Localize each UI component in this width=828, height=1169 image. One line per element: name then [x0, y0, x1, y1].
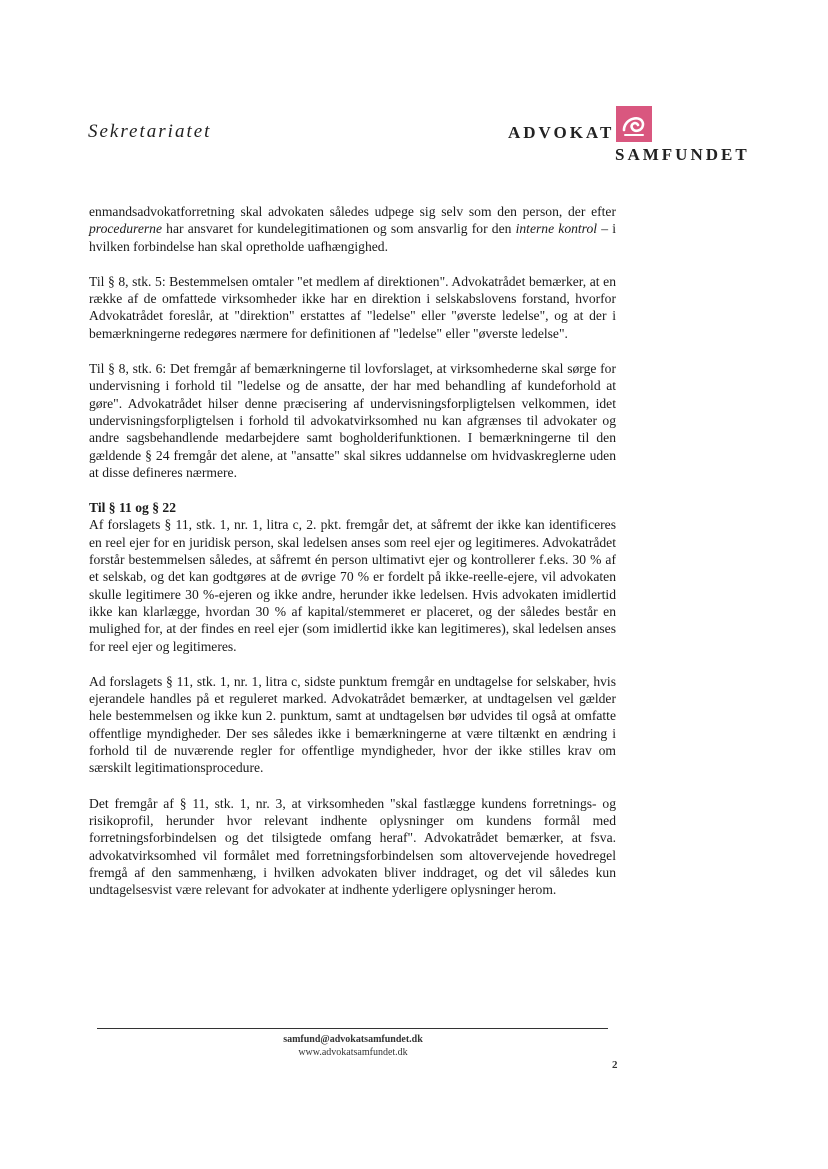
paragraph-2: Til § 8, stk. 5: Bestemmelsen omtaler "et medlem af direktionen". Advokatrådet bemærker, at en række af de omfattede virksomheder ikke har en direktion i selskabslovens forstand, hvorfor Advokatrådet foreslår, at "direktion" erstattes af "ledelse" eller "øverste ledelse", og at der i bemærkningerne redegøres nærmere for definitionen af "ledelse" eller "øverste ledelse".	[89, 273, 616, 341]
paragraph-4: Af forslagets § 11, stk. 1, nr. 1, litra c, 2. pkt. fremgår det, at såfremt der ikke kan identificeres en reel ejer for en juridisk person, skal ledelsen anses som reel ejer og legitimeres. Advokatrådet forstår bestemmelsen således, at såfremt én person ultimativt ejer og kontrollerer f.eks. 30 % af et selskab, og det kan godtgøres at de øvrige 70 % er fordelt på ikke-reelle-ejere, vil advokaten skulle legitimere 30 %-ejeren og ikke andre, herunder ikke ledelsen. Hvis advokaten imidlertid ikke kan klarlægge, hvordan 30 % af kapital/stemmeret er placeret, og der således består en mulighed for, at der findes en reel ejer (som imidlertid ikke kan legitimeres), skal ledelsen anses for reel ejer og legitimeres.	[89, 517, 616, 654]
document-body	[89, 203, 616, 898]
italic-term: interne kontrol	[515, 221, 598, 237]
paragraph-5: Ad forslagets § 11, stk. 1, nr. 1, litra c, sidste punktum fremgår en undtagelse for selskaber, hvis ejerandele handles på et reguleret marked. Advokatrådet bemærker, at undtagelsen vel gælder hele bestemmelsen og ikke kun 2. punktum, samt at undtagelsen bør udvides til også at omfatte offentlige myndigheder. Der ses således ikke i bemærkningerne at være tiltænkt en ændring i forhold til de nuværende regler for offentlige myndigheder, hvor der ikke stilles krav om særskilt legitimationsprocedure.	[89, 673, 616, 776]
text-run: – i hvilken forbindelse han skal opretholde uafhængighed.	[89, 221, 616, 254]
italic-term: procedurerne	[89, 221, 162, 237]
paragraph-6: Det fremgår af § 11, stk. 1, nr. 3, at virksomheden "skal fastlægge kundens forretnings- og risikoprofil, herunder hvor relevant indhente oplysninger om kundens formål med forretningsforbindelsen og det tilsigtede omfang heraf". Advokatrådet bemærker, at fsva. advokatvirksomhed vil formålet med forretningsforbindelsen som altovervejende hovedregel fremgå af den sammenhæng, i hvilken advokaten bliver inddraget, og det vil således kun undtagelsesvist være relevant for advokater at indhente yderligere oplysninger herom.	[89, 795, 616, 898]
logo-text-samfundet: SAMFUNDET	[615, 145, 750, 164]
paragraph-3: Til § 8, stk. 6: Det fremgår af bemærkningerne til lovforslaget, at virksomhederne skal sørge for undervisning i forhold til "ledelse og de ansatte, der har med behandling af kundeforhold at gøre". Advokatrådet hilser denne præcisering af undervisningsforpligtelsen velkommen, idet undervisningsforpligtelsen i forhold til advokatvirksomhed nu kan afgrænses til advokater og andre sagsbehandlende medarbejdere samt bogholderifunktionen. I bemærkningerne til den gældende § 24 fremgår det alene, at "ansatte" skal sikres uddannelse om hvidvaskreglerne uden at disse defineres nærmere.	[89, 361, 616, 480]
page-number: 2	[612, 1059, 618, 1071]
footer-divider	[97, 1028, 608, 1029]
text-run: enmandsadvokatforretning skal advokaten således udpege sig selv som den person, der efter	[89, 204, 616, 219]
footer-email: samfund@advokatsamfundet.dk	[283, 1034, 423, 1045]
logo-text-advokat: ADVOKAT	[508, 123, 615, 142]
paragraph-1	[89, 203, 616, 255]
text-run: har ansvaret for kundelegitimationen og som ansvarlig for den	[161, 221, 516, 237]
section-heading: Til § 11 og § 22	[89, 500, 176, 516]
header-left-title: Sekretariatet	[88, 121, 212, 142]
footer-website: www.advokatsamfundet.dk	[298, 1047, 408, 1058]
advokatsamfundet-logo-icon	[616, 106, 652, 142]
